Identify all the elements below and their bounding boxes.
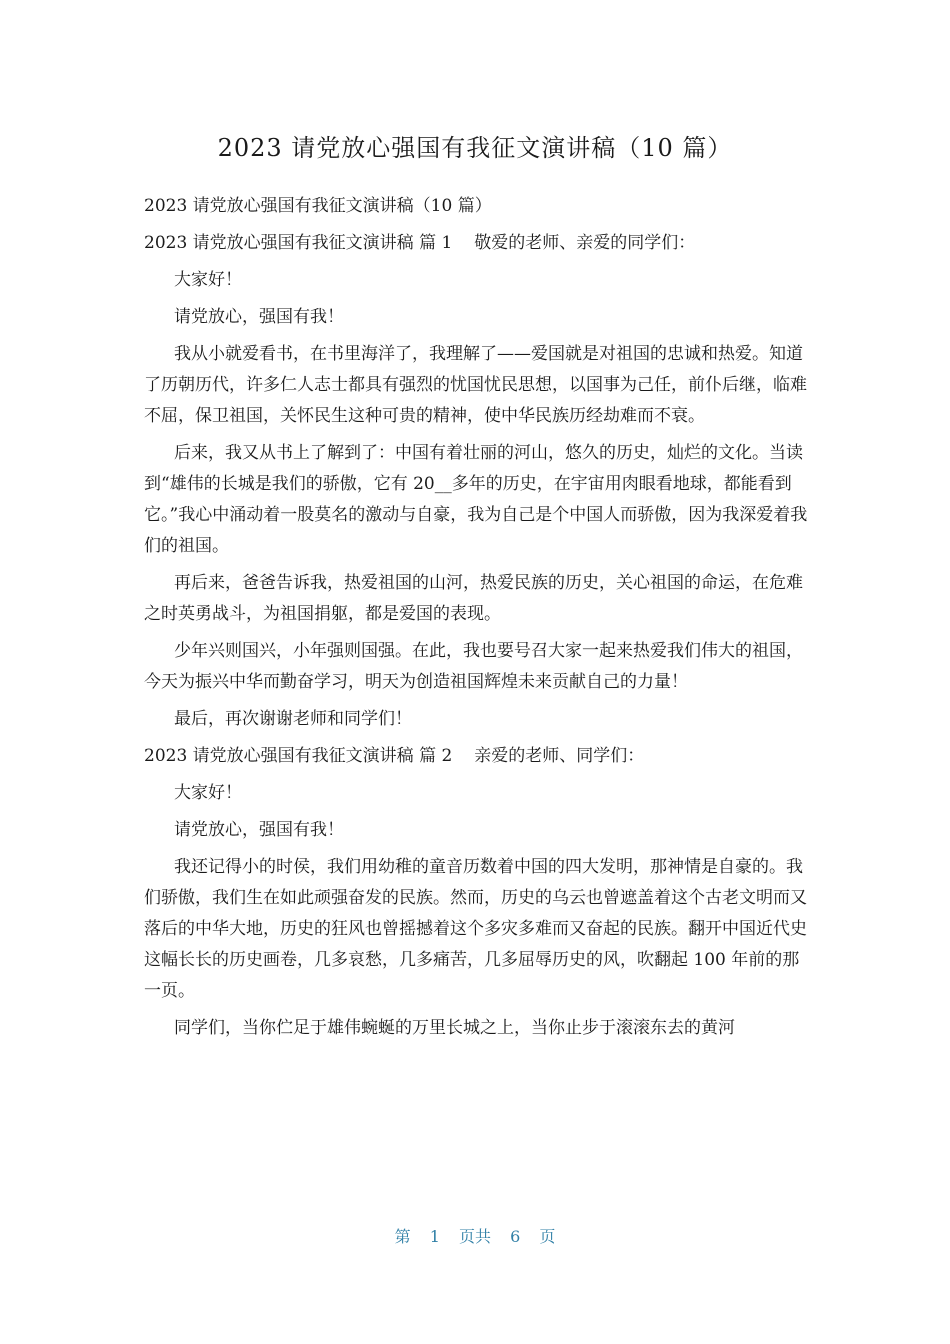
section-salutation: 敬爱的老师、亲爱的同学们：: [474, 233, 696, 253]
paragraph: 大家好！: [174, 270, 242, 290]
section-heading: 2023 请党放心强国有我征文演讲稿 篇 1: [144, 233, 453, 253]
page-total: 6: [510, 1227, 521, 1246]
paragraph: 再后来，爸爸告诉我，热爱祖国的山河，热爱民族的历史，关心祖国的命运，在危难之时英勇战斗，为祖国捐躯，都是爱国的表现。: [144, 573, 803, 624]
section-heading-line: [144, 228, 816, 259]
paragraph: 最后，再次谢谢老师和同学们！: [174, 709, 412, 729]
section-salutation: 亲爱的老师、同学们：: [474, 746, 645, 766]
document-body: [144, 191, 816, 1050]
page-label-mid: 页共: [458, 1227, 491, 1246]
paragraph: 请党放心，强国有我！: [174, 820, 344, 840]
paragraph: 我还记得小的时侯，我们用幼稚的童音历数着中国的四大发明，那神情是自豪的。我们骄傲，我们生在如此顽强奋发的民族。然而，历史的乌云也曾遮盖着这个古老文明而又落后的中华大地，历史的狂风也曾摇撼着这个多灾多难而又奋起的民族。翻开中国近代史这幅长长的历史画卷，几多哀愁，几多痛苦，几多屈辱历史的风，吹翻起 100 年前的那一页。: [144, 857, 807, 1001]
page-footer: [0, 1226, 950, 1248]
page-current: 1: [429, 1227, 440, 1246]
section-heading: 2023 请党放心强国有我征文演讲稿 篇 2: [144, 746, 453, 766]
document-title: 2023 请党放心强国有我征文演讲稿（10 篇）: [217, 134, 733, 162]
paragraph: 少年兴则国兴，小年强则国强。在此，我也要号召大家一起来热爱我们伟大的祖国，今天为振兴中华而勤奋学习，明天为创造祖国辉煌未来贡献自己的力量！: [144, 641, 803, 692]
paragraph: 大家好！: [174, 783, 242, 803]
paragraph: 同学们，当你伫足于雄伟蜿蜒的万里长城之上，当你止步于滚滚东去的黄河: [174, 1018, 735, 1038]
paragraph: 后来，我又从书上了解到了：中国有着壮丽的河山，悠久的历史，灿烂的文化。当读到“雄伟的长城是我们的骄傲，它有 20__多年的历史，在宇宙用肉眼看地球，都能看到它。”我心中涌动着一股莫名的激动与自豪，我为自己是个中国人而骄傲，因为我深爱着我们的祖国。: [144, 443, 808, 556]
section-heading-line: [144, 741, 816, 772]
page-label-prefix: 第: [394, 1227, 411, 1246]
page-label-suffix: 页: [539, 1227, 556, 1246]
paragraph: 我从小就爱看书，在书里海洋了，我理解了——爱国就是对祖国的忠诚和热爱。知道了历朝历代，许多仁人志士都具有强烈的忧国忧民思想，以国事为己任，前仆后继，临难不屈，保卫祖国，关怀民生这种可贵的精神，使中华民族历经劫难而不衰。: [144, 344, 807, 426]
document-subtitle: 2023 请党放心强国有我征文演讲稿（10 篇）: [144, 196, 492, 216]
paragraph: 请党放心，强国有我！: [174, 307, 344, 327]
